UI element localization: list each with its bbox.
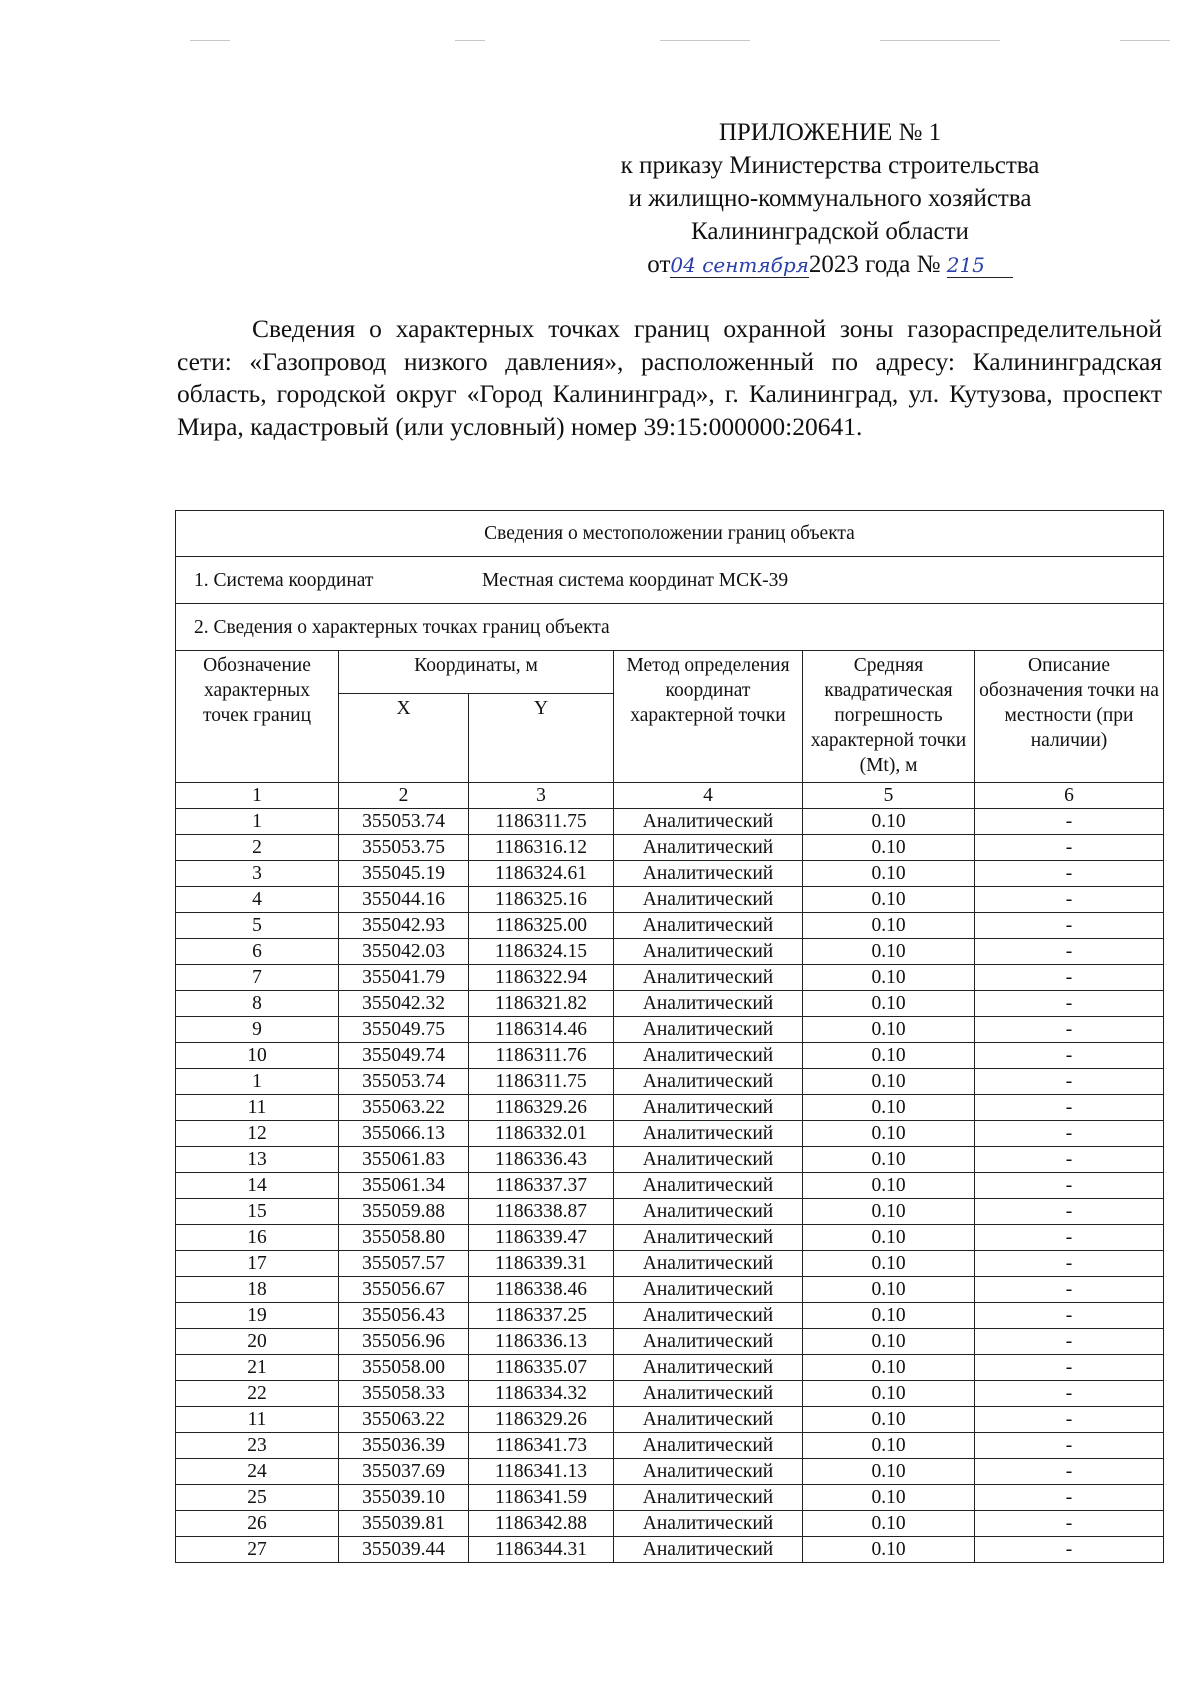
header-point: Обозначение характерных точек границ bbox=[176, 651, 339, 783]
cell-x: 355056.67 bbox=[339, 1277, 469, 1303]
cell-method: Аналитический bbox=[614, 991, 803, 1017]
cell-y: 1186335.07 bbox=[469, 1355, 614, 1381]
cell-method: Аналитический bbox=[614, 965, 803, 991]
cell-x: 355036.39 bbox=[339, 1433, 469, 1459]
cell-error: 0.10 bbox=[803, 1381, 975, 1407]
cell-error: 0.10 bbox=[803, 1225, 975, 1251]
scan-artifact bbox=[660, 40, 750, 41]
points-section-title: 2. Сведения о характерных точках границ объекта bbox=[176, 604, 1164, 651]
cell-method: Аналитический bbox=[614, 835, 803, 861]
table-row bbox=[176, 1303, 1164, 1329]
header-method: Метод определения координат характерной точки bbox=[614, 651, 803, 783]
cell-point: 20 bbox=[176, 1329, 339, 1355]
table-row bbox=[176, 1121, 1164, 1147]
cell-x: 355056.43 bbox=[339, 1303, 469, 1329]
header-error: Средняя квадратическая погрешность характерной точки (Mt), м bbox=[803, 651, 975, 783]
cell-y: 1186316.12 bbox=[469, 835, 614, 861]
column-index: 2 bbox=[339, 783, 469, 809]
cell-method: Аналитический bbox=[614, 1251, 803, 1277]
cell-error: 0.10 bbox=[803, 1407, 975, 1433]
cell-y: 1186344.31 bbox=[469, 1537, 614, 1563]
scan-artifact bbox=[190, 40, 230, 41]
cell-x: 355053.74 bbox=[339, 809, 469, 835]
cell-point: 15 bbox=[176, 1199, 339, 1225]
cell-point: 16 bbox=[176, 1225, 339, 1251]
cell-x: 355039.81 bbox=[339, 1511, 469, 1537]
cell-point: 9 bbox=[176, 1017, 339, 1043]
cell-description: - bbox=[975, 1121, 1164, 1147]
cell-x: 355058.80 bbox=[339, 1225, 469, 1251]
cell-error: 0.10 bbox=[803, 1147, 975, 1173]
cell-method: Аналитический bbox=[614, 1069, 803, 1095]
cell-point: 23 bbox=[176, 1433, 339, 1459]
cell-error: 0.10 bbox=[803, 1121, 975, 1147]
cell-point: 19 bbox=[176, 1303, 339, 1329]
cell-x: 355063.22 bbox=[339, 1407, 469, 1433]
cell-point: 26 bbox=[176, 1511, 339, 1537]
cell-description: - bbox=[975, 1381, 1164, 1407]
table-row bbox=[176, 965, 1164, 991]
header-coords: Координаты, м bbox=[339, 651, 614, 694]
header-y: Y bbox=[469, 694, 614, 783]
cell-description: - bbox=[975, 1147, 1164, 1173]
cell-description: - bbox=[975, 1069, 1164, 1095]
cell-method: Аналитический bbox=[614, 1173, 803, 1199]
cell-error: 0.10 bbox=[803, 1329, 975, 1355]
cell-x: 355041.79 bbox=[339, 965, 469, 991]
cell-x: 355058.33 bbox=[339, 1381, 469, 1407]
scan-artifact bbox=[455, 40, 485, 41]
cell-x: 355061.83 bbox=[339, 1147, 469, 1173]
cell-point: 1 bbox=[176, 1069, 339, 1095]
cell-error: 0.10 bbox=[803, 1303, 975, 1329]
table-row bbox=[176, 913, 1164, 939]
cell-point: 27 bbox=[176, 1537, 339, 1563]
cell-error: 0.10 bbox=[803, 913, 975, 939]
cell-x: 355037.69 bbox=[339, 1459, 469, 1485]
cell-error: 0.10 bbox=[803, 1043, 975, 1069]
table-row bbox=[176, 1225, 1164, 1251]
cell-description: - bbox=[975, 835, 1164, 861]
cell-error: 0.10 bbox=[803, 1537, 975, 1563]
column-index: 5 bbox=[803, 783, 975, 809]
cell-description: - bbox=[975, 1485, 1164, 1511]
cell-y: 1186342.88 bbox=[469, 1511, 614, 1537]
cell-error: 0.10 bbox=[803, 1277, 975, 1303]
cell-description: - bbox=[975, 809, 1164, 835]
cell-x: 355049.74 bbox=[339, 1043, 469, 1069]
date-suffix: 2023 года № bbox=[808, 251, 941, 278]
cell-error: 0.10 bbox=[803, 1017, 975, 1043]
cell-description: - bbox=[975, 1173, 1164, 1199]
table-row bbox=[176, 1251, 1164, 1277]
cell-x: 355039.10 bbox=[339, 1485, 469, 1511]
cell-y: 1186325.16 bbox=[469, 887, 614, 913]
cell-y: 1186332.01 bbox=[469, 1121, 614, 1147]
cell-error: 0.10 bbox=[803, 1199, 975, 1225]
cell-method: Аналитический bbox=[614, 1095, 803, 1121]
table-row bbox=[176, 1407, 1164, 1433]
cell-method: Аналитический bbox=[614, 809, 803, 835]
cell-error: 0.10 bbox=[803, 991, 975, 1017]
cell-y: 1186341.73 bbox=[469, 1433, 614, 1459]
date-prefix: от bbox=[647, 251, 671, 278]
points-rows bbox=[176, 809, 1164, 1563]
cell-description: - bbox=[975, 991, 1164, 1017]
cell-method: Аналитический bbox=[614, 1225, 803, 1251]
column-index: 4 bbox=[614, 783, 803, 809]
cell-description: - bbox=[975, 1225, 1164, 1251]
table-row bbox=[176, 887, 1164, 913]
table-row bbox=[176, 1511, 1164, 1537]
cell-y: 1186338.87 bbox=[469, 1199, 614, 1225]
cell-x: 355063.22 bbox=[339, 1095, 469, 1121]
cell-description: - bbox=[975, 861, 1164, 887]
cell-description: - bbox=[975, 1329, 1164, 1355]
scan-artifact bbox=[880, 40, 1000, 41]
cell-description: - bbox=[975, 1355, 1164, 1381]
cell-y: 1186337.37 bbox=[469, 1173, 614, 1199]
table-row bbox=[176, 1173, 1164, 1199]
cell-x: 355042.93 bbox=[339, 913, 469, 939]
cell-y: 1186338.46 bbox=[469, 1277, 614, 1303]
cell-point: 25 bbox=[176, 1485, 339, 1511]
cell-method: Аналитический bbox=[614, 1355, 803, 1381]
cell-description: - bbox=[975, 1043, 1164, 1069]
cell-point: 18 bbox=[176, 1277, 339, 1303]
cell-error: 0.10 bbox=[803, 939, 975, 965]
cell-method: Аналитический bbox=[614, 1147, 803, 1173]
handwritten-date: 04 сентября bbox=[670, 253, 809, 277]
cell-y: 1186339.47 bbox=[469, 1225, 614, 1251]
cell-description: - bbox=[975, 887, 1164, 913]
table-row bbox=[176, 991, 1164, 1017]
table-row bbox=[176, 939, 1164, 965]
cell-description: - bbox=[975, 1511, 1164, 1537]
appendix-line-1: к приказу Министерства строительства bbox=[620, 152, 1040, 179]
cell-y: 1186329.26 bbox=[469, 1407, 614, 1433]
cell-description: - bbox=[975, 1017, 1164, 1043]
cell-y: 1186341.13 bbox=[469, 1459, 614, 1485]
table-row bbox=[176, 1043, 1164, 1069]
cell-error: 0.10 bbox=[803, 1069, 975, 1095]
cell-method: Аналитический bbox=[614, 1537, 803, 1563]
cell-error: 0.10 bbox=[803, 1355, 975, 1381]
header-x: X bbox=[339, 694, 469, 783]
cell-point: 10 bbox=[176, 1043, 339, 1069]
cell-x: 355042.32 bbox=[339, 991, 469, 1017]
cell-method: Аналитический bbox=[614, 1381, 803, 1407]
table-row bbox=[176, 1017, 1164, 1043]
cell-x: 355044.16 bbox=[339, 887, 469, 913]
cell-point: 17 bbox=[176, 1251, 339, 1277]
cell-error: 0.10 bbox=[803, 809, 975, 835]
cell-point: 24 bbox=[176, 1459, 339, 1485]
table-row bbox=[176, 1537, 1164, 1563]
table-title: Сведения о местоположении границ объекта bbox=[176, 511, 1164, 557]
appendix-line-2: и жилищно-коммунального хозяйства bbox=[628, 185, 1032, 212]
cell-error: 0.10 bbox=[803, 835, 975, 861]
cell-x: 355053.75 bbox=[339, 835, 469, 861]
table-row bbox=[176, 835, 1164, 861]
cell-point: 6 bbox=[176, 939, 339, 965]
cell-y: 1186325.00 bbox=[469, 913, 614, 939]
boundary-points-table bbox=[175, 510, 1164, 1563]
cell-description: - bbox=[975, 1459, 1164, 1485]
cell-y: 1186314.46 bbox=[469, 1017, 614, 1043]
cell-x: 355066.13 bbox=[339, 1121, 469, 1147]
appendix-date-line bbox=[560, 248, 1100, 281]
cell-error: 0.10 bbox=[803, 1511, 975, 1537]
table-row bbox=[176, 1355, 1164, 1381]
table-row bbox=[176, 861, 1164, 887]
cell-method: Аналитический bbox=[614, 887, 803, 913]
table-row bbox=[176, 1381, 1164, 1407]
cell-error: 0.10 bbox=[803, 1433, 975, 1459]
cell-error: 0.10 bbox=[803, 861, 975, 887]
table-row bbox=[176, 1147, 1164, 1173]
cell-y: 1186324.15 bbox=[469, 939, 614, 965]
cell-y: 1186322.94 bbox=[469, 965, 614, 991]
cell-method: Аналитический bbox=[614, 1199, 803, 1225]
cell-description: - bbox=[975, 913, 1164, 939]
cell-point: 22 bbox=[176, 1381, 339, 1407]
table-row bbox=[176, 1069, 1164, 1095]
table-row bbox=[176, 1485, 1164, 1511]
cell-error: 0.10 bbox=[803, 887, 975, 913]
cell-error: 0.10 bbox=[803, 1251, 975, 1277]
appendix-title: ПРИЛОЖЕНИЕ № 1 bbox=[718, 119, 942, 146]
cell-description: - bbox=[975, 1303, 1164, 1329]
cell-y: 1186311.76 bbox=[469, 1043, 614, 1069]
column-index-row bbox=[176, 783, 1164, 809]
cell-method: Аналитический bbox=[614, 1485, 803, 1511]
cell-y: 1186341.59 bbox=[469, 1485, 614, 1511]
coord-system-value: Местная система координат МСК-39 bbox=[482, 569, 789, 591]
appendix-line-3: Калининградской области bbox=[691, 218, 969, 245]
cell-point: 12 bbox=[176, 1121, 339, 1147]
cell-method: Аналитический bbox=[614, 1329, 803, 1355]
cell-method: Аналитический bbox=[614, 939, 803, 965]
cell-error: 0.10 bbox=[803, 1459, 975, 1485]
cell-description: - bbox=[975, 1407, 1164, 1433]
cell-point: 11 bbox=[176, 1095, 339, 1121]
cell-method: Аналитический bbox=[614, 1017, 803, 1043]
cell-y: 1186324.61 bbox=[469, 861, 614, 887]
cell-method: Аналитический bbox=[614, 913, 803, 939]
cell-point: 7 bbox=[176, 965, 339, 991]
cell-x: 355057.57 bbox=[339, 1251, 469, 1277]
cell-point: 1 bbox=[176, 809, 339, 835]
cell-description: - bbox=[975, 1199, 1164, 1225]
column-index: 6 bbox=[975, 783, 1164, 809]
cell-point: 4 bbox=[176, 887, 339, 913]
table-row bbox=[176, 1199, 1164, 1225]
cell-point: 8 bbox=[176, 991, 339, 1017]
cell-method: Аналитический bbox=[614, 1407, 803, 1433]
coord-system-row bbox=[176, 557, 1164, 604]
handwritten-order-number: 215 bbox=[947, 253, 1013, 278]
table-row bbox=[176, 809, 1164, 835]
cell-x: 355061.34 bbox=[339, 1173, 469, 1199]
cell-x: 355056.96 bbox=[339, 1329, 469, 1355]
cell-error: 0.10 bbox=[803, 1173, 975, 1199]
cell-point: 2 bbox=[176, 835, 339, 861]
cell-point: 14 bbox=[176, 1173, 339, 1199]
cell-description: - bbox=[975, 965, 1164, 991]
table-row bbox=[176, 1095, 1164, 1121]
cell-y: 1186336.43 bbox=[469, 1147, 614, 1173]
cell-description: - bbox=[975, 1277, 1164, 1303]
cell-y: 1186321.82 bbox=[469, 991, 614, 1017]
cell-x: 355059.88 bbox=[339, 1199, 469, 1225]
cell-method: Аналитический bbox=[614, 1277, 803, 1303]
cell-error: 0.10 bbox=[803, 1095, 975, 1121]
cell-x: 355042.03 bbox=[339, 939, 469, 965]
cell-y: 1186334.32 bbox=[469, 1381, 614, 1407]
cell-x: 355045.19 bbox=[339, 861, 469, 887]
cell-method: Аналитический bbox=[614, 1433, 803, 1459]
scan-artifact bbox=[1120, 40, 1170, 41]
column-index: 1 bbox=[176, 783, 339, 809]
cell-description: - bbox=[975, 1251, 1164, 1277]
table-row bbox=[176, 1277, 1164, 1303]
intro-paragraph: Сведения о характерных точках границ охранной зоны газораспределительной сети: «Газопровод низкого давления», расположенный по адресу: Калининградская область, городской округ «Город Калининград», г. Калининград, ул. Кутузова, проспект Мира, кадастровый (или условный) номер 39:15:000000:20641. bbox=[177, 314, 1162, 441]
cell-x: 355049.75 bbox=[339, 1017, 469, 1043]
cell-point: 3 bbox=[176, 861, 339, 887]
cell-x: 355039.44 bbox=[339, 1537, 469, 1563]
cell-description: - bbox=[975, 1433, 1164, 1459]
cell-method: Аналитический bbox=[614, 1303, 803, 1329]
cell-description: - bbox=[975, 939, 1164, 965]
column-index: 3 bbox=[469, 783, 614, 809]
cell-point: 13 bbox=[176, 1147, 339, 1173]
cell-method: Аналитический bbox=[614, 1459, 803, 1485]
coord-system-label: 1. Система координат bbox=[194, 569, 374, 591]
cell-y: 1186311.75 bbox=[469, 1069, 614, 1095]
cell-point: 21 bbox=[176, 1355, 339, 1381]
cell-y: 1186339.31 bbox=[469, 1251, 614, 1277]
table-row bbox=[176, 1329, 1164, 1355]
cell-point: 5 bbox=[176, 913, 339, 939]
cell-method: Аналитический bbox=[614, 1511, 803, 1537]
cell-method: Аналитический bbox=[614, 1043, 803, 1069]
cell-error: 0.10 bbox=[803, 1485, 975, 1511]
cell-description: - bbox=[975, 1537, 1164, 1563]
table-row bbox=[176, 1433, 1164, 1459]
cell-x: 355058.00 bbox=[339, 1355, 469, 1381]
appendix-header bbox=[560, 116, 1100, 281]
cell-point: 11 bbox=[176, 1407, 339, 1433]
cell-error: 0.10 bbox=[803, 965, 975, 991]
cell-y: 1186336.13 bbox=[469, 1329, 614, 1355]
header-description: Описание обозначения точки на местности (при наличии) bbox=[975, 651, 1164, 783]
cell-x: 355053.74 bbox=[339, 1069, 469, 1095]
cell-description: - bbox=[975, 1095, 1164, 1121]
cell-y: 1186311.75 bbox=[469, 809, 614, 835]
cell-y: 1186337.25 bbox=[469, 1303, 614, 1329]
cell-method: Аналитический bbox=[614, 1121, 803, 1147]
cell-method: Аналитический bbox=[614, 861, 803, 887]
table-row bbox=[176, 1459, 1164, 1485]
cell-y: 1186329.26 bbox=[469, 1095, 614, 1121]
